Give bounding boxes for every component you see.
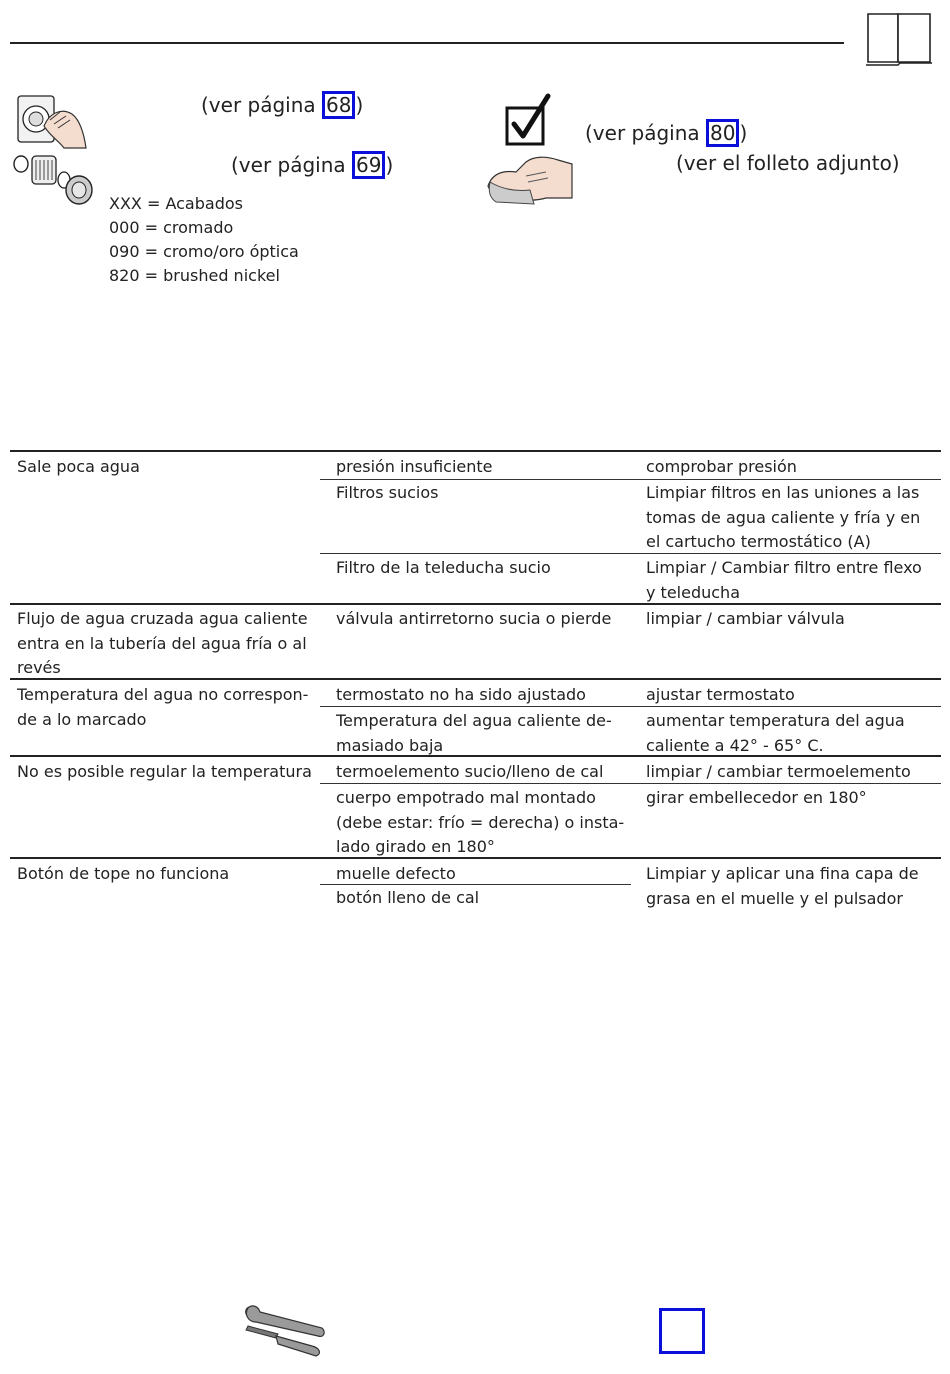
remedy-cell: Limpiar filtros en las uniones a las tomas de agua caliente y fría y en el cartucho termostático (A) (646, 483, 921, 551)
page-ref-left-second (231, 151, 393, 179)
cause-cell: termostato no ha sido ajustado (336, 685, 586, 704)
page-link-68[interactable]: 68 (322, 91, 355, 119)
group-divider (10, 603, 941, 605)
page-link-80[interactable]: 80 (706, 119, 739, 147)
page-ref-left-top (201, 91, 363, 119)
row-divider (320, 553, 941, 554)
remedy-cell: comprobar presión (646, 457, 797, 476)
remedy-cell: limpiar / cambiar termoelemento (646, 762, 911, 781)
cause-cell: Filtro de la teleducha sucio (336, 558, 551, 577)
group-divider (10, 755, 941, 757)
cleaning-valve-icon (14, 90, 90, 156)
page-number-box[interactable] (659, 1308, 705, 1354)
problem-cell: Temperatura del agua no correspon-de a lo marcado (17, 685, 309, 729)
remedy-cell: Limpiar / Cambiar filtro entre flexo y teleducha (646, 558, 922, 602)
remedy-cell: Limpiar y aplicar una fina capa de grasa en el muelle y el pulsador (646, 864, 919, 908)
page-link-69[interactable]: 69 (352, 151, 385, 179)
row-divider (320, 479, 941, 480)
finish-code-chrome-gold: 090 = cromo/oro óptica (109, 242, 299, 261)
row-divider (320, 706, 941, 707)
page-ref-prefix: (ver página (201, 93, 323, 117)
problem-cell: Flujo de agua cruzada agua caliente entra en la tubería del agua fría o al revés (17, 609, 308, 677)
page-ref-suffix: ) (385, 153, 394, 177)
page-ref-suffix: ) (739, 121, 748, 145)
page-ref-right-top (585, 119, 747, 147)
cause-cell: termoelemento sucio/lleno de cal (336, 762, 604, 781)
problem-cell: No es posible regular la temperatura (17, 762, 312, 781)
cause-cell: cuerpo empotrado mal montado (debe estar: frío = derecha) o insta-lado girado en 180° (336, 788, 625, 856)
page-ref-prefix: (ver página (585, 121, 707, 145)
cause-cell: presión insuficiente (336, 457, 493, 476)
problem-cell: Botón de tope no funciona (17, 864, 230, 883)
remedy-cell: limpiar / cambiar válvula (646, 609, 845, 628)
row-divider (320, 884, 631, 885)
cause-cell: Filtros sucios (336, 483, 439, 502)
problem-cell: Sale poca agua (17, 457, 140, 476)
remedy-cell: aumentar temperatura del agua caliente a 42° - 65° C. (646, 711, 905, 755)
cause-cell: válvula antirretorno sucia o pierde (336, 609, 612, 628)
finishes-list (109, 192, 299, 288)
page-ref-right-second: (ver el folleto adjunto) (676, 151, 900, 175)
page-ref-prefix: (ver página (231, 153, 353, 177)
finish-code-chrome: 000 = cromado (109, 218, 234, 237)
remedy-cell: ajustar termostato (646, 685, 795, 704)
hand-cloth-icon (486, 152, 574, 210)
book-icon (864, 10, 934, 72)
group-divider (10, 857, 941, 859)
checkmark-box-icon (504, 92, 554, 152)
group-divider (10, 678, 941, 680)
wrench-screwdriver-icon (242, 1300, 328, 1364)
header-rule (10, 42, 844, 44)
table-top-rule (10, 450, 941, 452)
finish-code-brushed-nickel: 820 = brushed nickel (109, 266, 280, 285)
cause-cell: Temperatura del agua caliente de-masiado baja (336, 711, 612, 755)
page-ref-suffix: ) (355, 93, 364, 117)
remedy-cell: girar embellecedor en 180° (646, 788, 867, 807)
finish-code-legend: XXX = Acabados (109, 194, 243, 213)
cause-cell: botón lleno de cal (336, 888, 480, 907)
cause-cell: muelle defecto (336, 864, 456, 883)
parts-icon (12, 150, 96, 212)
row-divider (320, 783, 941, 784)
